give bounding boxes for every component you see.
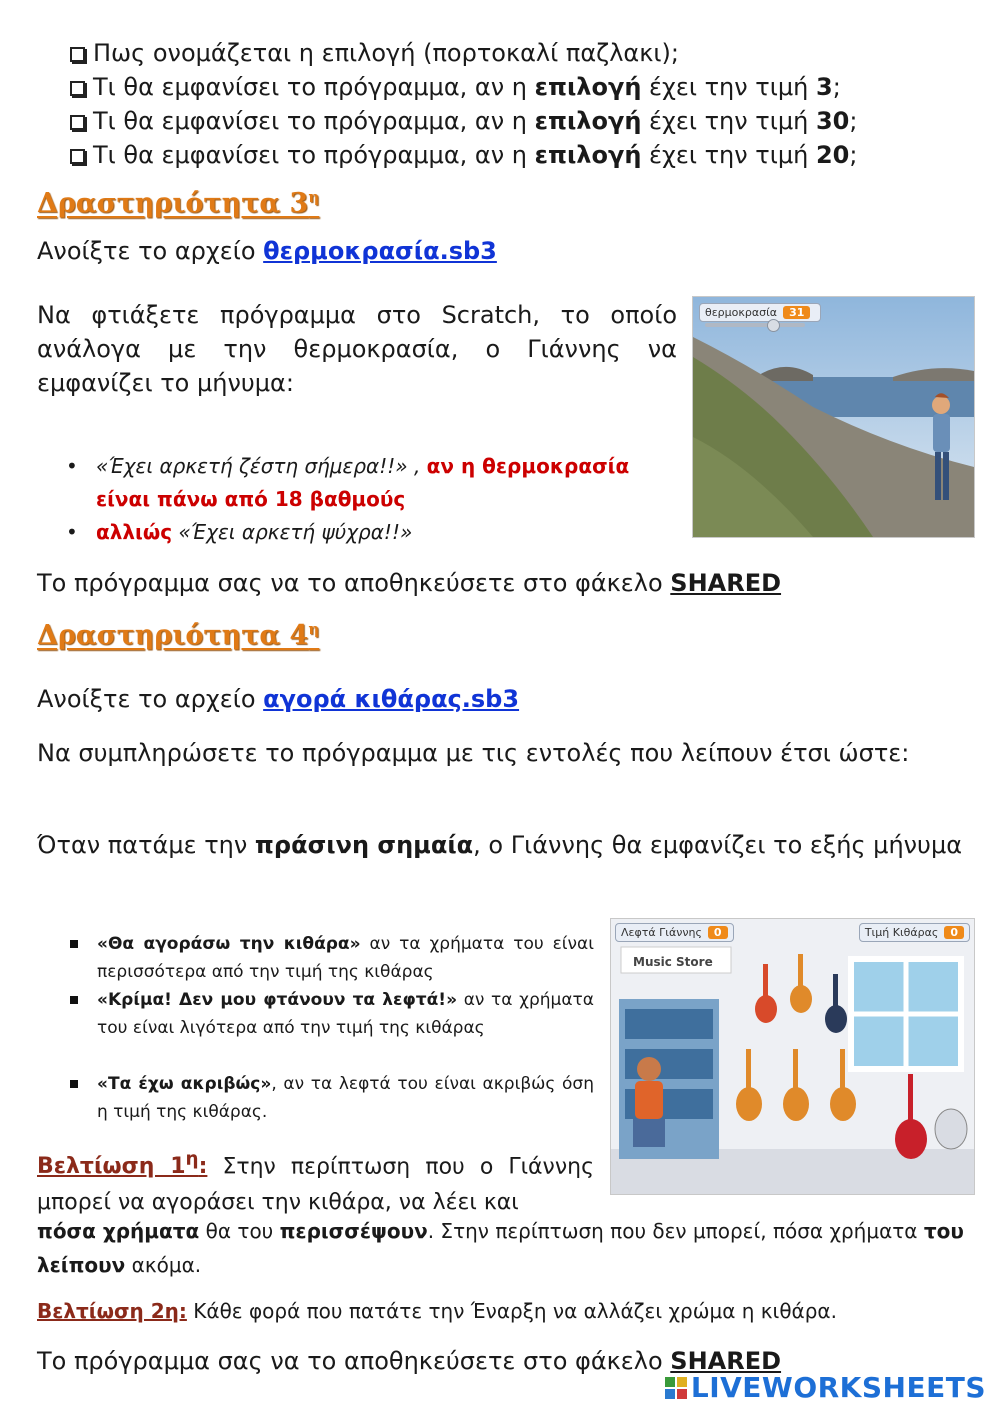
checkbox-icon [70, 149, 85, 164]
checkbox-icon [70, 81, 85, 96]
question-4: Τι θα εμφανίσει το πρόγραμμα, αν η επιλογή έχει την τιμή 20; [70, 138, 857, 172]
checkbox-icon [70, 47, 85, 62]
activity3-instructions: Να φτιάξετε πρόγραμμα στο Scratch, το οποίο ανάλογα με την θερμοκρασία, ο Γιάννης να εμφανίζει το μήνυμα: [37, 301, 677, 397]
temperature-slider[interactable] [705, 323, 805, 327]
file-link-thermokrasia[interactable]: θερμοκρασία.sb3 [263, 237, 497, 265]
money-variable-monitor: Λεφτά Γιάννης 0 [615, 923, 734, 942]
bullet-square-icon [70, 996, 78, 1004]
improvement-1-continued: πόσα χρήματα θα του περισσέψουν. Στην περίπτωση που δεν μπορεί, πόσα χρήματα του λείπουν ακόμα. [37, 1219, 964, 1277]
activity3-save: Το πρόγραμμα σας να το αποθηκεύσετε στο φάκελο SHARED [37, 569, 782, 597]
temperature-variable-monitor: θερμοκρασία 31 [699, 303, 821, 322]
music-store-scene-image [610, 918, 975, 1195]
liveworksheets-logo: LIVEWORKSHEETS [665, 1371, 986, 1404]
question-3: Τι θα εμφανίσει το πρόγραμμα, αν η επιλογή έχει την τιμή 30; [70, 104, 857, 138]
logo-icon [665, 1377, 687, 1399]
activity4-save: Το πρόγραμμα σας να το αποθηκεύσετε στο φάκελο SHARED [37, 1347, 782, 1375]
temperature-scene-image [692, 296, 975, 538]
question-1: Πως ονομάζεται η επιλογή (πορτοκαλί παζλακι); [70, 36, 679, 70]
activity3-bullet-2: • αλλιώς «Έχει αρκετή ψύχρα!!» [66, 520, 413, 544]
file-link-agora-kitharas[interactable]: αγορά κιθάρας.sb3 [263, 685, 520, 713]
activity4-bullet-2: «Κρίμα! Δεν μου φτάνουν τα λεφτά!» αν τα χρήματα του είναι λιγότερα από την τιμή της κιθάρας [97, 986, 594, 1042]
bullet-square-icon [70, 1080, 78, 1088]
improvement-2: Βελτίωση 2η: Κάθε φορά που πατάτε την Έναρξη να αλλάζει χρώμα η κιθάρα. [37, 1299, 837, 1323]
activity4-open-file: Ανοίξτε το αρχείο αγορά κιθάρας.sb3 [37, 685, 520, 713]
question-2: Τι θα εμφανίσει το πρόγραμμα, αν η επιλογή έχει την τιμή 3; [70, 70, 841, 104]
activity4-bullet-1: «Θα αγοράσω την κιθάρα» αν τα χρήματα του είναι περισσότερα από την τιμή της κιθάρας [97, 930, 594, 986]
store-sign: Music Store [633, 955, 713, 969]
bullet-square-icon [70, 940, 78, 948]
activity3-bullet-1: • «Έχει αρκετή ζέστη σήμερα!!» , αν η θερμοκρασία είναι πάνω από 18 βαθμούς [66, 454, 630, 511]
activity4-bullet-3: «Τα έχω ακριβώς», αν τα λεφτά του είναι ακριβώς όση η τιμή της κιθάρας. [97, 1070, 594, 1126]
activity4-flag-text: Όταν πατάμε την πράσινη σημαία, ο Γιάννης θα εμφανίζει το εξής μήνυμα [37, 831, 963, 859]
checkbox-icon [70, 115, 85, 130]
slider-handle[interactable] [767, 319, 780, 332]
landscape-illustration [693, 297, 974, 537]
activity4-heading: Δραστηριότητα $4^\eta$ [37, 620, 320, 651]
activity3-heading: Δραστηριότητα $3^\eta$ [37, 188, 320, 219]
improvement-1-intro: Βελτίωση $1^\eta$: Στην περίπτωση που ο Γιάννης μπορεί να αγοράσει την κιθάρα, να λέει και [37, 1149, 594, 1216]
activity3-open-file: Ανοίξτε το αρχείο θερμοκρασία.sb3 [37, 237, 497, 265]
price-variable-monitor: Τιμή Κιθάρας 0 [859, 923, 970, 942]
activity4-complete-text: Να συμπληρώσετε το πρόγραμμα με τις εντολές που λείπουν έτσι ώστε: [37, 739, 910, 767]
